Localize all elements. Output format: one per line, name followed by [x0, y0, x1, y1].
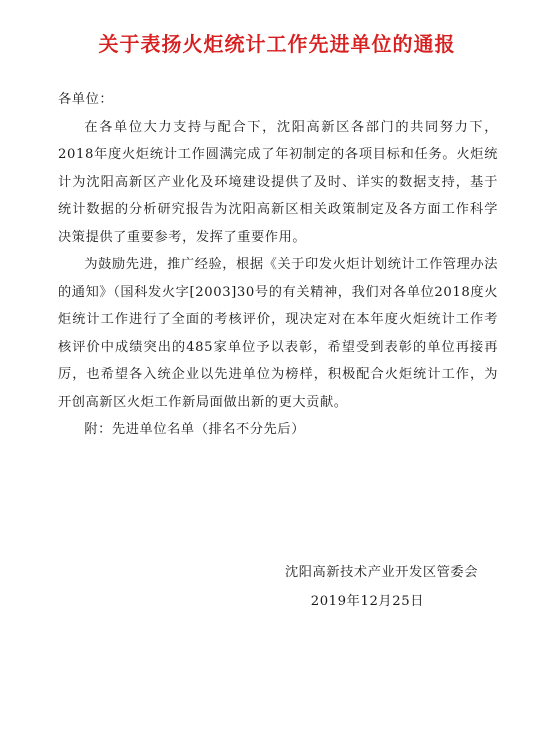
document-body [58, 86, 498, 444]
signature-date: 2019年12月25日 [310, 594, 424, 609]
attachment-note: 附：先进单位名单（排名不分先后） [84, 422, 305, 437]
paragraph-2: 为鼓励先进，推广经验，根据《关于印发火炬计划统计工作管理办法的通知》（国科发火字[2003]30号的有关精神，我们对各单位2018度火炬统计工作进行了全面的考核评价，现决定对在本年度火炬统计工作考核评价中成绩突出的485家单位予以表彰，希望受到表彰的单位再接再厉，也希望各入统企业以先进单位为榜样，积极配合火炬统计工作，为开创高新区火炬工作新局面做出新的更大贡献。 [58, 257, 499, 410]
document-title: 关于表扬火炬统计工作先进单位的通报 [98, 32, 456, 56]
signature-organization: 沈阳高新技术产业开发区管委会 [284, 565, 478, 580]
paragraph-1: 在各单位大力支持与配合下，沈阳高新区各部门的共同努力下，2018年度火炬统计工作圆满完成了年初制定的各项目标和任务。火炬统计为沈阳高新区产业化及环境建设提供了及时、详实的数据支持，基于统计数据的分析研究报告为沈阳高新区相关政策制定及各方面工作科学决策提供了重要参考，发挥了重要作用。 [58, 119, 498, 245]
salutation: 各单位： [58, 92, 114, 107]
